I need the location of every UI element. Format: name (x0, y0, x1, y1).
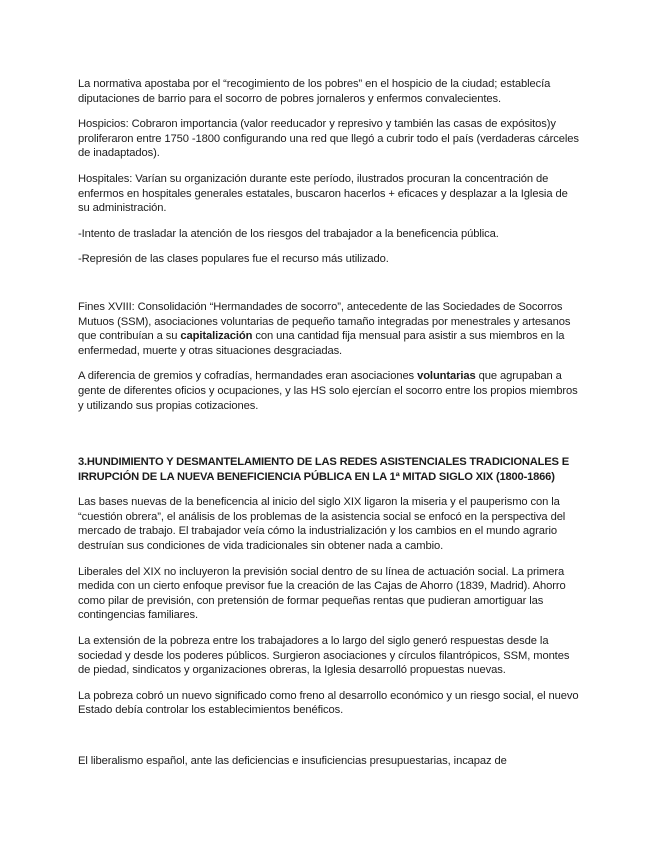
paragraph-fines-xviii-bold: capitalización (180, 330, 253, 343)
paragraph-represion: -Represión de las clases populares fue el recurso más utilizado. (78, 253, 389, 266)
paragraph-fines-xviii (78, 300, 580, 358)
paragraph-gremios (78, 369, 580, 413)
paragraph-hospitales: Hospitales: Varían su organización durante este período, ilustrados procuran la concentración de enfermos en hospitales generales estatales, buscaron hacerlos + eficaces y desplazar a la Iglesia de su administración. (78, 172, 568, 215)
paragraph-liberalismo: El liberalismo español, ante las deficiencias e insuficiencias presupuestarias, incapaz de (78, 755, 507, 767)
paragraph-recogimiento: La normativa apostaba por el “recogimiento de los pobres” en el hospicio de la ciudad; establecía diputaciones de barrio para el socorro de pobres jornaleros y enfermos convalecientes. (78, 78, 551, 105)
paragraph-gremios-text-after: que agrupaban a gente de diferentes oficios y ocupaciones, y las HS solo ejercían el socorro entre los propios miembros y utilizando sus propias cotizaciones. (78, 370, 578, 412)
paragraph-gremios-bold: voluntarias (417, 370, 476, 383)
paragraph-fines-xviii-text-after: con una cantidad fija mensual para asistir a sus miembros en la enfermedad, muerte y otras situaciones desgraciadas. (78, 330, 565, 357)
paragraph-bases-nuevas: Las bases nuevas de la beneficencia al inicio del siglo XIX ligaron la miseria y el pauperismo con la “cuestión obrera”, el análisis de los problemas de la asistencia social se enfocó en la perspectiva del mercado de trabajo. El trabajador veía cómo la industrialización y los cambios en el mundo agrario destruían sus condiciones de vida tradicionales sin obtener nada a cambio. (78, 496, 566, 553)
document-body (78, 77, 580, 780)
paragraph-gremios-text-before: A diferencia de gremios y cofradías, hermandades eran asociaciones (78, 370, 418, 383)
paragraph-fines-xviii-text-before: Fines XVIII: Consolidación “Hermandades de socorro”, antecedente de las Sociedades de Socorros Mutuos (SSM), asociaciones voluntarias de pequeño tamaño integradas por menestrales y artesanos que contribuían a su (78, 300, 571, 343)
section-heading: 3.HUNDIMIENTO Y DESMANTELAMIENTO DE LAS REDES ASISTENCIALES TRADICIONALES E IRRUPCIÓN DE LA NUEVA BENEFICIENCIA PÚBLICA EN LA 1ª MITAD SIGLO XIX (1800-1866) (78, 456, 569, 483)
paragraph-liberales: Liberales del XIX no incluyeron la previsión social dentro de su línea de actuación social. La primera medida con un cierto enfoque previsor fue la creación de las Cajas de Ahorro (1839, Madrid). Ahorro como pilar de previsión, con pretensión de formar pequeñas rentas que pudieran amortiguar las contingencias familiares. (78, 565, 566, 622)
paragraph-intento: -Intento de trasladar la atención de los riesgos del trabajador a la beneficencia pública. (78, 227, 499, 240)
paragraph-pobreza: La pobreza cobró un nuevo significado como freno al desarrollo económico y un riesgo social, el nuevo Estado debía controlar los establecimientos benéficos. (78, 689, 579, 717)
paragraph-extension: La extensión de la pobreza entre los trabajadores a lo largo del siglo generó respuestas desde la sociedad y desde los poderes públicos. Surgieron asociaciones y círculos filantrópicos, SSM, montes de piedad, sindicatos y organizaciones obreras, la Iglesia desarrolló propuestas nuevas. (78, 635, 570, 677)
paragraph-hospicios: Hospicios: Cobraron importancia (valor reeducador y represivo y también las casas de expósitos)y proliferaron entre 1750 -1800 configurando una red que llegó a cubrir todo el país (verdaderas cárceles de inadaptados). (78, 118, 579, 160)
